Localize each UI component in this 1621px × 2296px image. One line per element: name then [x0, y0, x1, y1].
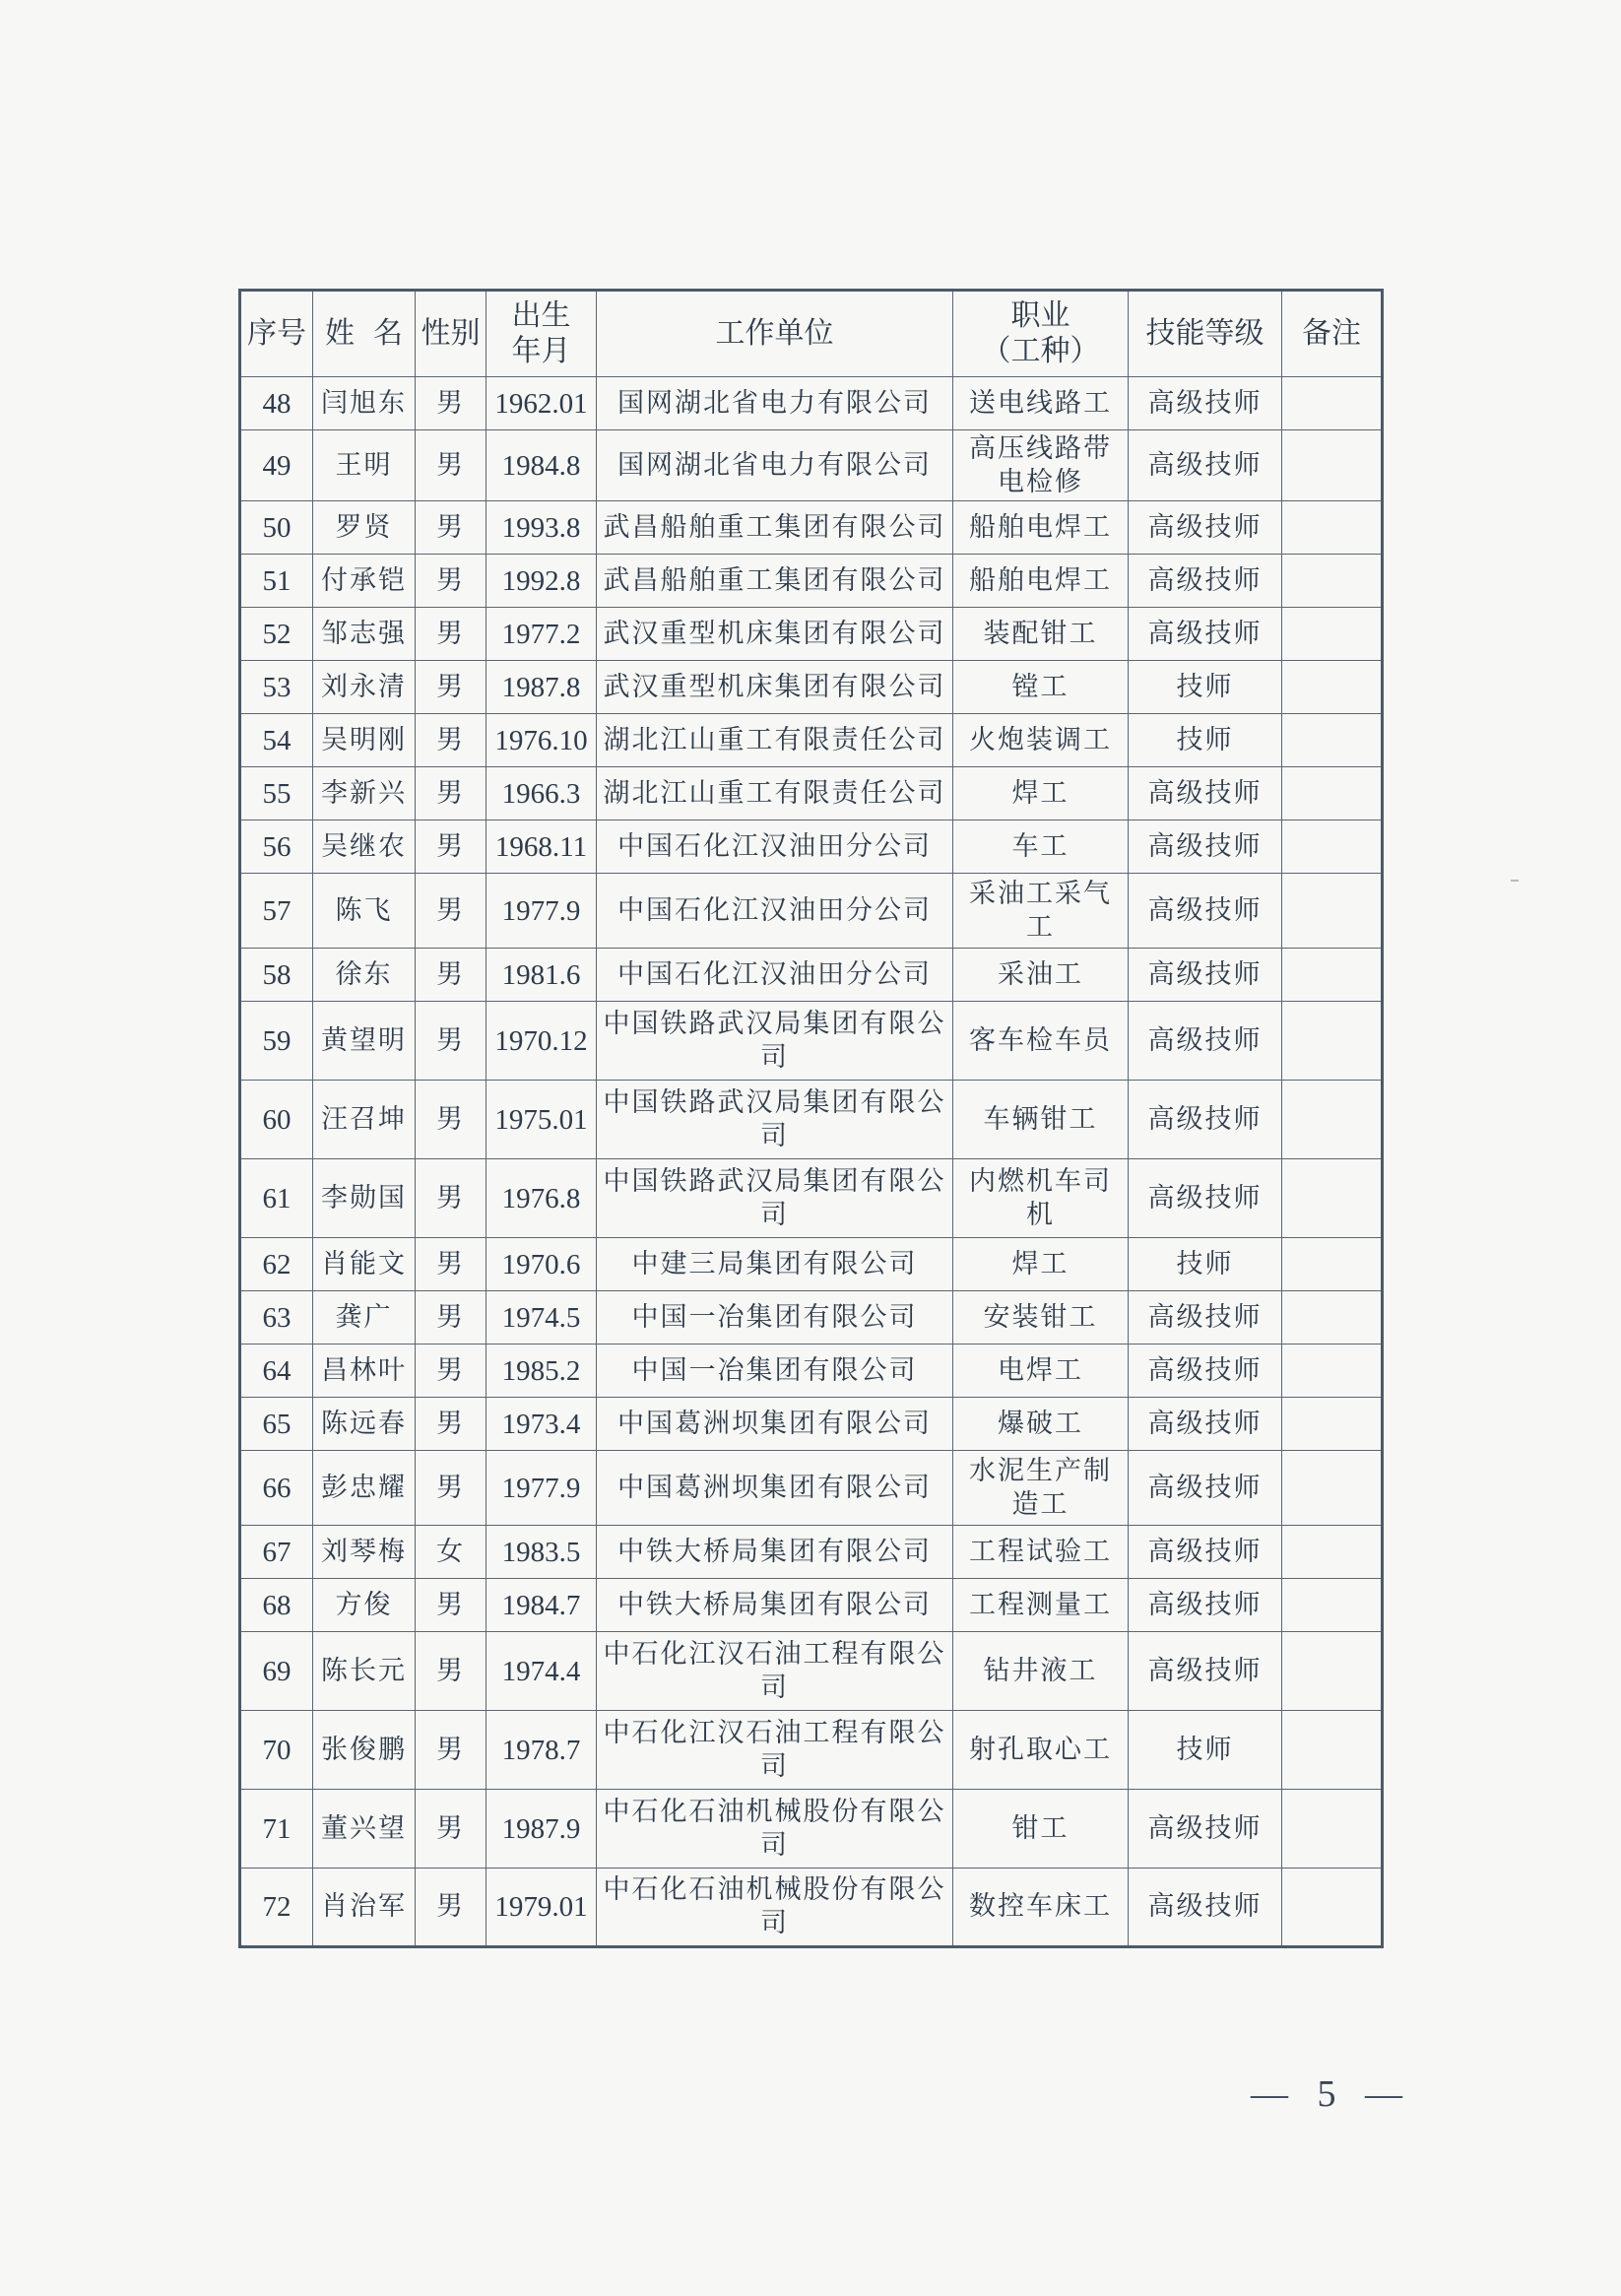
cell-birth: 1987.8 [486, 661, 597, 714]
cell-remark [1282, 1451, 1383, 1526]
cell-remark [1282, 714, 1383, 767]
cell-name: 徐东 [313, 949, 416, 1002]
cell-gender: 男 [416, 1632, 486, 1711]
cell-seq: 54 [240, 714, 313, 767]
cell-name: 李勋国 [313, 1159, 416, 1238]
cell-occupation: 采油工 [953, 949, 1129, 1002]
cell-level: 高级技师 [1129, 767, 1282, 820]
table-row [240, 430, 1383, 501]
cell-name: 陈长元 [313, 1632, 416, 1711]
header-name: 姓 名 [313, 291, 416, 377]
cell-remark [1282, 1081, 1383, 1159]
header-row [240, 291, 1383, 377]
cell-name: 王明 [313, 430, 416, 501]
cell-level: 高级技师 [1129, 1398, 1282, 1451]
cell-gender: 男 [416, 1002, 486, 1081]
cell-name: 龚广 [313, 1291, 416, 1345]
cell-level: 高级技师 [1129, 377, 1282, 430]
cell-gender: 男 [416, 430, 486, 501]
table-row [240, 767, 1383, 820]
table-row [240, 1081, 1383, 1159]
table-row [240, 1790, 1383, 1869]
cell-occupation: 数控车床工 [953, 1869, 1129, 1947]
cell-level: 高级技师 [1129, 1002, 1282, 1081]
cell-occupation: 爆破工 [953, 1398, 1129, 1451]
cell-unit: 中国铁路武汉局集团有限公司 [597, 1081, 953, 1159]
cell-occupation: 钳工 [953, 1790, 1129, 1869]
cell-occupation: 焊工 [953, 1238, 1129, 1291]
cell-level: 高级技师 [1129, 1291, 1282, 1345]
cell-occupation: 客车检车员 [953, 1002, 1129, 1081]
cell-gender: 男 [416, 820, 486, 874]
cell-name: 黄望明 [313, 1002, 416, 1081]
cell-remark [1282, 1398, 1383, 1451]
cell-unit: 国网湖北省电力有限公司 [597, 430, 953, 501]
cell-gender: 男 [416, 1790, 486, 1869]
header-unit: 工作单位 [597, 291, 953, 377]
table-row [240, 820, 1383, 874]
cell-seq: 71 [240, 1790, 313, 1869]
cell-birth: 1981.6 [486, 949, 597, 1002]
cell-unit: 武昌船舶重工集团有限公司 [597, 555, 953, 608]
cell-gender: 男 [416, 714, 486, 767]
cell-gender: 男 [416, 377, 486, 430]
cell-remark [1282, 1002, 1383, 1081]
cell-gender: 男 [416, 555, 486, 608]
cell-name: 陈飞 [313, 874, 416, 949]
cell-occupation: 工程试验工 [953, 1526, 1129, 1579]
cell-seq: 52 [240, 608, 313, 661]
cell-unit: 中建三局集团有限公司 [597, 1238, 953, 1291]
cell-remark [1282, 874, 1383, 949]
cell-level: 高级技师 [1129, 1579, 1282, 1632]
table-row [240, 1526, 1383, 1579]
cell-occupation: 安装钳工 [953, 1291, 1129, 1345]
cell-remark [1282, 1238, 1383, 1291]
cell-gender: 男 [416, 874, 486, 949]
cell-name: 董兴望 [313, 1790, 416, 1869]
table-row [240, 555, 1383, 608]
cell-birth: 1974.5 [486, 1291, 597, 1345]
cell-name: 方俊 [313, 1579, 416, 1632]
cell-name: 付承铠 [313, 555, 416, 608]
cell-gender: 男 [416, 1081, 486, 1159]
cell-level: 高级技师 [1129, 501, 1282, 555]
cell-unit: 中石化石油机械股份有限公司 [597, 1869, 953, 1947]
cell-level: 高级技师 [1129, 555, 1282, 608]
cell-occupation: 内燃机车司机 [953, 1159, 1129, 1238]
cell-name: 吴明刚 [313, 714, 416, 767]
cell-birth: 1977.2 [486, 608, 597, 661]
cell-remark [1282, 501, 1383, 555]
cell-birth: 1962.01 [486, 377, 597, 430]
table-row [240, 714, 1383, 767]
cell-seq: 72 [240, 1869, 313, 1947]
cell-gender: 男 [416, 1159, 486, 1238]
cell-seq: 53 [240, 661, 313, 714]
cell-seq: 48 [240, 377, 313, 430]
cell-birth: 1970.12 [486, 1002, 597, 1081]
cell-unit: 中铁大桥局集团有限公司 [597, 1526, 953, 1579]
table-row [240, 1159, 1383, 1238]
cell-seq: 58 [240, 949, 313, 1002]
cell-remark [1282, 1579, 1383, 1632]
cell-unit: 中国葛洲坝集团有限公司 [597, 1451, 953, 1526]
cell-remark [1282, 377, 1383, 430]
header-occupation [953, 291, 1129, 377]
cell-level: 技师 [1129, 1238, 1282, 1291]
cell-name: 彭忠耀 [313, 1451, 416, 1526]
table-row [240, 501, 1383, 555]
cell-birth: 1976.8 [486, 1159, 597, 1238]
cell-gender: 女 [416, 1526, 486, 1579]
cell-seq: 68 [240, 1579, 313, 1632]
cell-level: 高级技师 [1129, 1790, 1282, 1869]
cell-remark [1282, 661, 1383, 714]
cell-level: 高级技师 [1129, 1451, 1282, 1526]
cell-remark [1282, 1869, 1383, 1947]
cell-level: 高级技师 [1129, 608, 1282, 661]
header-birth-line1: 出生 [511, 298, 571, 333]
cell-gender: 男 [416, 1451, 486, 1526]
cell-gender: 男 [416, 1345, 486, 1398]
cell-remark [1282, 949, 1383, 1002]
cell-gender: 男 [416, 1398, 486, 1451]
cell-gender: 男 [416, 1238, 486, 1291]
cell-occupation: 水泥生产制造工 [953, 1451, 1129, 1526]
cell-birth: 1973.4 [486, 1398, 597, 1451]
header-birth-line2: 年月 [511, 334, 571, 368]
cell-level: 高级技师 [1129, 430, 1282, 501]
cell-birth: 1966.3 [486, 767, 597, 820]
cell-occupation: 射孔取心工 [953, 1711, 1129, 1790]
cell-unit: 湖北江山重工有限责任公司 [597, 714, 953, 767]
cell-name: 肖治军 [313, 1869, 416, 1947]
table-row [240, 1291, 1383, 1345]
cell-unit: 中国石化江汉油田分公司 [597, 874, 953, 949]
cell-seq: 70 [240, 1711, 313, 1790]
cell-seq: 50 [240, 501, 313, 555]
cell-unit: 中国葛洲坝集团有限公司 [597, 1398, 953, 1451]
roster-body [240, 377, 1383, 1947]
cell-unit: 中国铁路武汉局集团有限公司 [597, 1159, 953, 1238]
cell-level: 技师 [1129, 1711, 1282, 1790]
cell-birth: 1975.01 [486, 1081, 597, 1159]
cell-remark [1282, 1526, 1383, 1579]
cell-level: 高级技师 [1129, 874, 1282, 949]
cell-unit: 中国铁路武汉局集团有限公司 [597, 1002, 953, 1081]
cell-level: 高级技师 [1129, 1632, 1282, 1711]
cell-name: 刘永清 [313, 661, 416, 714]
cell-level: 技师 [1129, 661, 1282, 714]
cell-seq: 59 [240, 1002, 313, 1081]
cell-gender: 男 [416, 1711, 486, 1790]
cell-name: 罗贤 [313, 501, 416, 555]
cell-name: 陈远春 [313, 1398, 416, 1451]
table-row [240, 949, 1383, 1002]
cell-occupation: 电焊工 [953, 1345, 1129, 1398]
cell-seq: 57 [240, 874, 313, 949]
cell-unit: 中石化江汉石油工程有限公司 [597, 1711, 953, 1790]
table-row [240, 1579, 1383, 1632]
cell-name: 汪召坤 [313, 1081, 416, 1159]
cell-occupation: 送电线路工 [953, 377, 1129, 430]
cell-occupation: 船舶电焊工 [953, 555, 1129, 608]
cell-seq: 67 [240, 1526, 313, 1579]
cell-occupation: 船舶电焊工 [953, 501, 1129, 555]
cell-birth: 1968.11 [486, 820, 597, 874]
cell-remark [1282, 1291, 1383, 1345]
cell-remark [1282, 1345, 1383, 1398]
cell-occupation: 车辆钳工 [953, 1081, 1129, 1159]
cell-remark [1282, 1632, 1383, 1711]
cell-level: 高级技师 [1129, 1081, 1282, 1159]
table-row [240, 377, 1383, 430]
cell-unit: 中国石化江汉油田分公司 [597, 820, 953, 874]
cell-remark [1282, 1159, 1383, 1238]
cell-name: 邹志强 [313, 608, 416, 661]
table-row [240, 1345, 1383, 1398]
cell-occupation: 采油工采气工 [953, 874, 1129, 949]
page-number: — 5 — [1251, 2073, 1412, 2115]
cell-unit: 中国一冶集团有限公司 [597, 1345, 953, 1398]
cell-name: 张俊鹏 [313, 1711, 416, 1790]
cell-occupation: 高压线路带电检修 [953, 430, 1129, 501]
cell-birth: 1993.8 [486, 501, 597, 555]
cell-name: 李新兴 [313, 767, 416, 820]
cell-birth: 1979.01 [486, 1869, 597, 1947]
table-row [240, 608, 1383, 661]
cell-birth: 1984.7 [486, 1579, 597, 1632]
cell-birth: 1987.9 [486, 1790, 597, 1869]
table-row [240, 1002, 1383, 1081]
cell-level: 高级技师 [1129, 820, 1282, 874]
cell-unit: 武昌船舶重工集团有限公司 [597, 501, 953, 555]
cell-occupation: 钻井液工 [953, 1632, 1129, 1711]
cell-gender: 男 [416, 1579, 486, 1632]
scan-speck [1511, 880, 1519, 882]
cell-unit: 中石化江汉石油工程有限公司 [597, 1632, 953, 1711]
cell-seq: 69 [240, 1632, 313, 1711]
table-row [240, 874, 1383, 949]
header-occupation-line2: （工种） [981, 334, 1100, 368]
roster-table [238, 289, 1384, 1948]
cell-birth: 1992.8 [486, 555, 597, 608]
cell-birth: 1977.9 [486, 874, 597, 949]
cell-birth: 1985.2 [486, 1345, 597, 1398]
cell-seq: 65 [240, 1398, 313, 1451]
cell-name: 昌林叶 [313, 1345, 416, 1398]
cell-level: 高级技师 [1129, 1526, 1282, 1579]
cell-unit: 武汉重型机床集团有限公司 [597, 661, 953, 714]
cell-seq: 60 [240, 1081, 313, 1159]
cell-unit: 中铁大桥局集团有限公司 [597, 1579, 953, 1632]
cell-seq: 66 [240, 1451, 313, 1526]
cell-occupation: 车工 [953, 820, 1129, 874]
cell-seq: 55 [240, 767, 313, 820]
cell-remark [1282, 1711, 1383, 1790]
cell-birth: 1978.7 [486, 1711, 597, 1790]
cell-seq: 63 [240, 1291, 313, 1345]
cell-birth: 1984.8 [486, 430, 597, 501]
header-remark: 备注 [1282, 291, 1383, 377]
cell-birth: 1974.4 [486, 1632, 597, 1711]
header-occupation-line1: 职业 [1010, 298, 1070, 333]
header-seq: 序号 [240, 291, 313, 377]
cell-birth: 1977.9 [486, 1451, 597, 1526]
cell-seq: 51 [240, 555, 313, 608]
cell-name: 吴继农 [313, 820, 416, 874]
table-row [240, 661, 1383, 714]
cell-occupation: 工程测量工 [953, 1579, 1129, 1632]
table-row [240, 1632, 1383, 1711]
cell-occupation: 焊工 [953, 767, 1129, 820]
cell-gender: 男 [416, 1869, 486, 1947]
cell-name: 闫旭东 [313, 377, 416, 430]
cell-unit: 中国石化江汉油田分公司 [597, 949, 953, 1002]
cell-occupation: 镗工 [953, 661, 1129, 714]
cell-unit: 武汉重型机床集团有限公司 [597, 608, 953, 661]
table-row [240, 1398, 1383, 1451]
table-row [240, 1711, 1383, 1790]
table-row [240, 1238, 1383, 1291]
table-row [240, 1451, 1383, 1526]
cell-birth: 1976.10 [486, 714, 597, 767]
cell-birth: 1983.5 [486, 1526, 597, 1579]
cell-seq: 56 [240, 820, 313, 874]
header-level: 技能等级 [1129, 291, 1282, 377]
cell-unit: 中石化石油机械股份有限公司 [597, 1790, 953, 1869]
cell-name: 肖能文 [313, 1238, 416, 1291]
cell-level: 高级技师 [1129, 1869, 1282, 1947]
cell-remark [1282, 430, 1383, 501]
cell-gender: 男 [416, 608, 486, 661]
cell-gender: 男 [416, 1291, 486, 1345]
cell-name: 刘琴梅 [313, 1526, 416, 1579]
cell-occupation: 装配钳工 [953, 608, 1129, 661]
cell-unit: 国网湖北省电力有限公司 [597, 377, 953, 430]
cell-remark [1282, 555, 1383, 608]
cell-seq: 61 [240, 1159, 313, 1238]
cell-level: 技师 [1129, 714, 1282, 767]
cell-gender: 男 [416, 949, 486, 1002]
cell-gender: 男 [416, 767, 486, 820]
cell-remark [1282, 767, 1383, 820]
cell-level: 高级技师 [1129, 949, 1282, 1002]
cell-remark [1282, 608, 1383, 661]
cell-level: 高级技师 [1129, 1345, 1282, 1398]
cell-unit: 中国一冶集团有限公司 [597, 1291, 953, 1345]
cell-remark [1282, 820, 1383, 874]
cell-unit: 湖北江山重工有限责任公司 [597, 767, 953, 820]
cell-gender: 男 [416, 661, 486, 714]
header-gender: 性别 [416, 291, 486, 377]
cell-birth: 1970.6 [486, 1238, 597, 1291]
cell-seq: 62 [240, 1238, 313, 1291]
cell-gender: 男 [416, 501, 486, 555]
cell-level: 高级技师 [1129, 1159, 1282, 1238]
cell-remark [1282, 1790, 1383, 1869]
cell-seq: 49 [240, 430, 313, 501]
cell-seq: 64 [240, 1345, 313, 1398]
header-birth [486, 291, 597, 377]
cell-occupation: 火炮装调工 [953, 714, 1129, 767]
table-row [240, 1869, 1383, 1947]
